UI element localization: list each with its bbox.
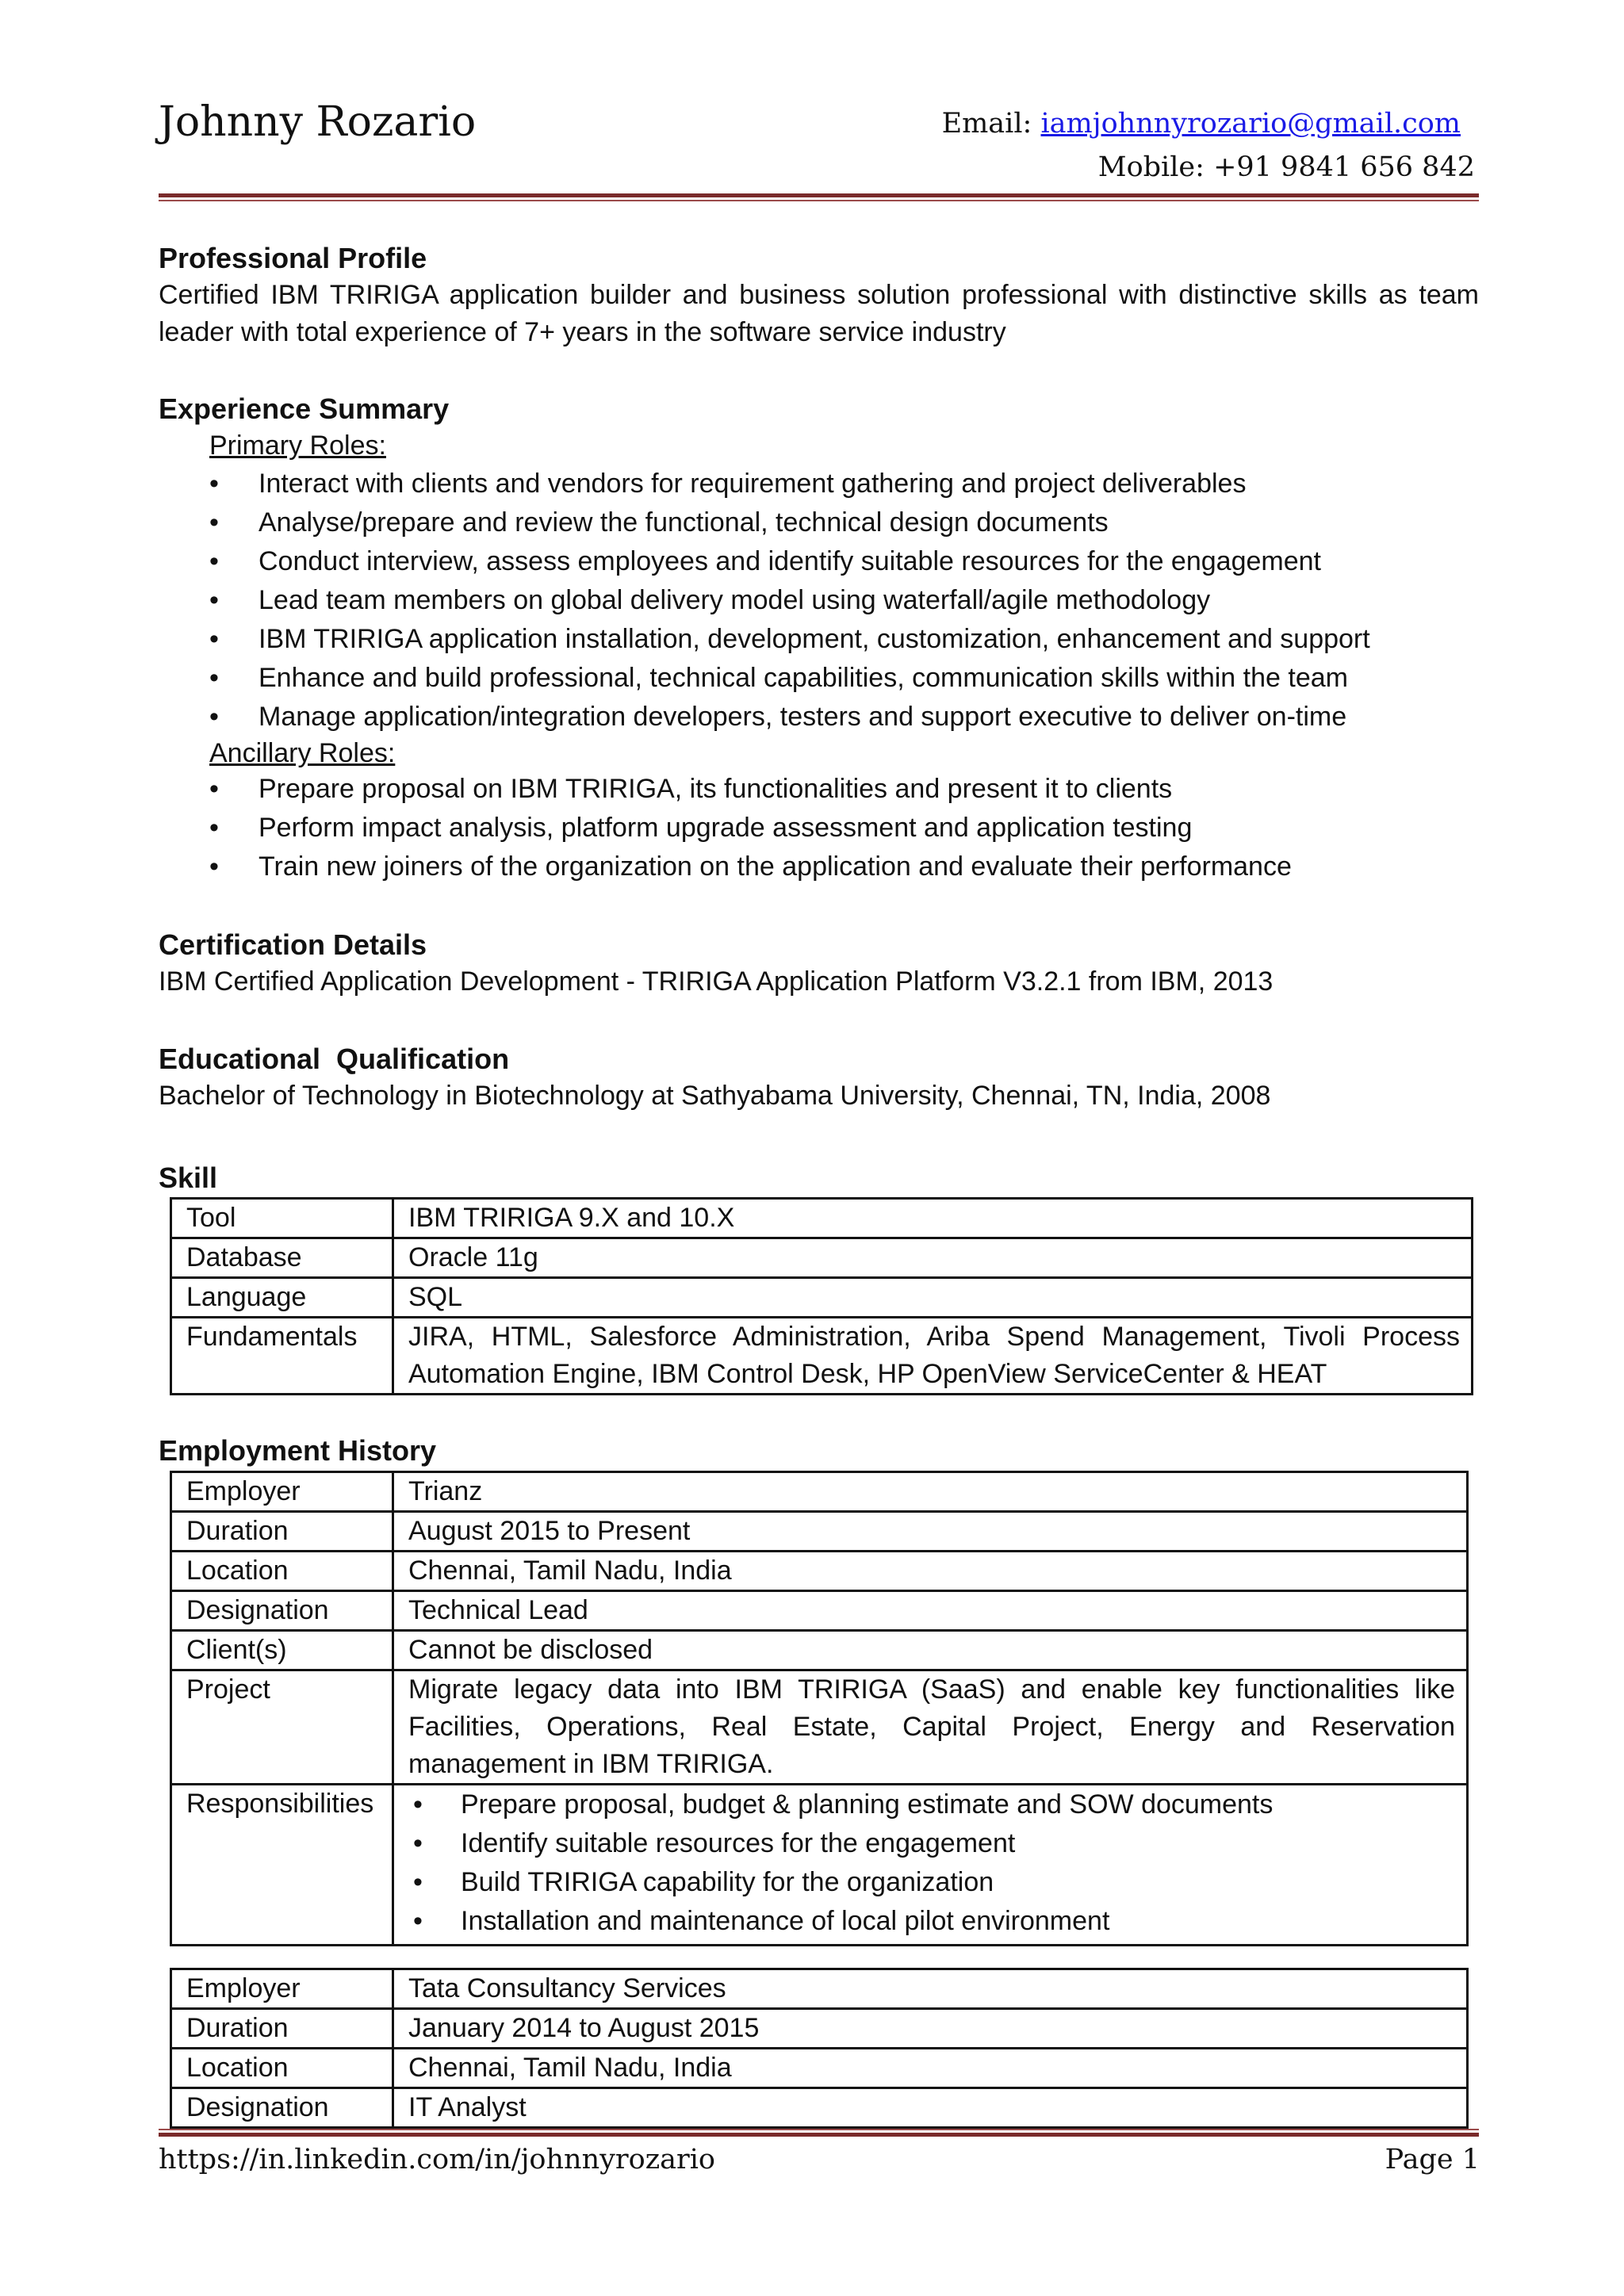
employment-heading: Employment History (159, 1434, 437, 1467)
table-row: Fundamentals JIRA, HTML, Salesforce Administration, Ariba Spend Management, Tivoli Process Automation Engine, IBM Control Desk, HP OpenView ServiceCenter & HEAT (171, 1318, 1473, 1395)
certification-heading: Certification Details (159, 928, 427, 961)
skill-table (170, 1197, 1473, 1395)
table-row: Designation IT Analyst (171, 2088, 1468, 2128)
skill-heading: Skill (159, 1161, 218, 1194)
table-row: Location Chennai, Tamil Nadu, India (171, 2049, 1468, 2088)
linkedin-link[interactable]: https://in.linkedin.com/in/johnnyrozario (159, 2144, 715, 2175)
primary-roles-list (159, 465, 1479, 737)
table-row: Designation Technical Lead (171, 1591, 1468, 1631)
experience-section (159, 390, 1479, 886)
education-section (159, 1040, 1479, 1115)
table-row: Employer Tata Consultancy Services (171, 1969, 1468, 2009)
profile-section (159, 239, 1479, 351)
email-link[interactable]: iamjohnnyrozario@gmail.com (1040, 108, 1461, 140)
ancillary-roles-list (159, 770, 1479, 886)
email-line (942, 108, 1461, 140)
table-row: Employer Trianz (171, 1472, 1468, 1512)
list-item: • Installation and maintenance of local pilot environment (413, 1906, 1110, 1936)
mobile-line: Mobile: +91 9841 656 842 (1097, 151, 1475, 183)
list-item: • Interact with clients and vendors for requirement gathering and project deliverables (209, 469, 1247, 499)
list-item: • Prepare proposal on IBM TRIRIGA, its functionalities and present it to clients (209, 774, 1173, 804)
skill-section (159, 1159, 1479, 1196)
list-item: • Identify suitable resources for the engagement (413, 1828, 1016, 1858)
list-item: • Build TRIRIGA capability for the organization (413, 1867, 994, 1897)
employment-table-2 (170, 1968, 1469, 2129)
list-item: • Perform impact analysis, platform upgrade assessment and application testing (209, 813, 1193, 843)
list-item: • IBM TRIRIGA application installation, development, customization, enhancement and support (209, 624, 1370, 654)
table-row: Database Oracle 11g (171, 1238, 1473, 1278)
ancillary-roles-label: Ancillary Roles: (209, 738, 396, 768)
table-row: Responsibilities • Prepare proposal, budget & planning estimate and SOW documents • Identify suitable resources for the engagement • Build TRIRIGA capability for the organization • Installation and maintenance of local pilot environment (171, 1785, 1468, 1946)
list-item: • Lead team members on global delivery model using waterfall/agile methodology (209, 585, 1211, 615)
table-row: Project Migrate legacy data into IBM TRIRIGA (SaaS) and enable key functionalities like Facilities, Operations, Real Estate, Capital Project, Energy and Reservation management in IBM TRIRIGA. (171, 1670, 1468, 1785)
list-item: • Train new joiners of the organization on the application and evaluate their performance (209, 851, 1292, 882)
profile-heading: Professional Profile (159, 242, 427, 274)
footer-rule-thin (159, 2129, 1479, 2130)
profile-text: Certified IBM TRIRIGA application builder and business solution professional with distinctive skills as team leader with total experience of 7+ years in the software service industry (159, 280, 1479, 347)
page-number: Page 1 (1385, 2144, 1480, 2175)
employment-section (159, 1432, 1479, 1469)
email-label: Email: (941, 108, 1041, 140)
header-rule-thick (159, 193, 1479, 197)
certification-text: IBM Certified Application Development - TRIRIGA Application Platform V3.2.1 from IBM, 2013 (159, 966, 1274, 997)
candidate-name: Johnny Rozario (159, 98, 477, 146)
certification-section (159, 926, 1479, 1001)
list-item: • Enhance and build professional, technical capabilities, communication skills within the team (209, 663, 1348, 693)
table-row: Tool IBM TRIRIGA 9.X and 10.X (171, 1199, 1473, 1238)
list-item: • Analyse/prepare and review the functional, technical design documents (209, 507, 1109, 538)
list-item: • Conduct interview, assess employees and identify suitable resources for the engagement (209, 546, 1321, 576)
table-row: Client(s) Cannot be disclosed (171, 1631, 1468, 1670)
list-item: • Manage application/integration developers, testers and support executive to deliver on-time (209, 702, 1347, 732)
table-row: Location Chennai, Tamil Nadu, India (171, 1552, 1468, 1591)
education-heading: Educational Qualification (159, 1043, 510, 1075)
responsibilities-list (408, 1785, 1455, 1941)
employment-table-1 (170, 1471, 1469, 1946)
primary-roles-label: Primary Roles: (209, 430, 386, 461)
footer-rule-thick (159, 2133, 1479, 2137)
list-item: • Prepare proposal, budget & planning estimate and SOW documents (413, 1789, 1274, 1820)
header-rule-thin (159, 200, 1479, 201)
table-row: Duration August 2015 to Present (171, 1512, 1468, 1552)
education-text: Bachelor of Technology in Biotechnology at Sathyabama University, Chennai, TN, India, 2008 (159, 1081, 1271, 1111)
table-row: Language SQL (171, 1278, 1473, 1318)
experience-heading: Experience Summary (159, 392, 450, 425)
table-row: Duration January 2014 to August 2015 (171, 2009, 1468, 2049)
